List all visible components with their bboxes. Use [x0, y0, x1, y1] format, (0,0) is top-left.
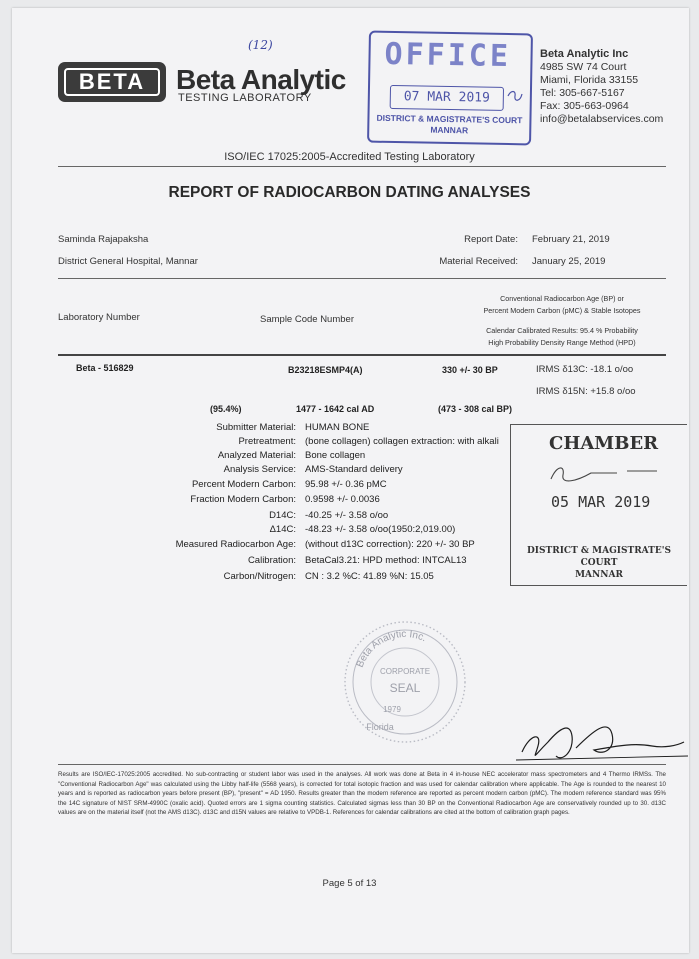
client-organization: District General Hospital, Mannar — [58, 256, 198, 267]
info-divider — [58, 278, 666, 279]
page-number: Page 5 of 13 — [322, 878, 377, 889]
seal-state: Florida — [366, 722, 394, 732]
col-lab-number: Laboratory Number — [58, 312, 140, 323]
detail-label: Δ14C: — [269, 524, 296, 535]
seal-outer-text: Beta Analytic Inc. — [354, 628, 428, 670]
chamber-stamp-word: CHAMBER — [549, 433, 659, 454]
irms-n15: IRMS δ15N: +15.8 o/oo — [536, 386, 636, 397]
header-divider — [58, 166, 666, 167]
chamber-stamp-date: 05 MAR 2019 — [551, 493, 651, 511]
chamber-stamp-court — [511, 545, 687, 581]
company-name: Beta Analytic — [176, 64, 346, 95]
signature — [512, 712, 690, 772]
detail-label: Analysis Service: — [223, 464, 296, 475]
detail-value: BetaCal3.21: HPD method: INTCAL13 — [305, 555, 467, 566]
company-address — [540, 48, 663, 126]
seal-year: 1979 — [383, 705, 401, 714]
report-date-label: Report Date: — [464, 234, 518, 245]
seal-inner-text-1: CORPORATE — [379, 667, 431, 676]
detail-value: HUMAN BONE — [305, 422, 370, 433]
col-sample-code: Sample Code Number — [260, 314, 354, 325]
chamber-court-line2: MANNAR — [575, 570, 623, 580]
footer-divider — [58, 764, 666, 765]
corporate-seal — [340, 612, 470, 752]
office-stamp-court — [371, 113, 527, 138]
detail-label: Submitter Material: — [216, 422, 296, 433]
detail-value: -48.23 +/- 3.58 o/oo(1950:2,019.00) — [305, 524, 456, 535]
detail-value: AMS-Standard delivery — [305, 464, 403, 475]
cal-bp-range: (473 - 308 cal BP) — [438, 404, 513, 414]
chamber-court-line1: DISTRICT & MAGISTRATE'S COURT — [527, 546, 671, 568]
office-initials-scribble-icon — [506, 88, 524, 104]
detail-value: -40.25 +/- 3.58 o/oo — [305, 510, 389, 521]
results-note-4: High Probability Density Range Method (HPD) — [488, 338, 636, 347]
chamber-signature-scribble-icon — [547, 461, 667, 489]
report-title: REPORT OF RADIOCARBON DATING ANALYSES — [168, 184, 531, 201]
address-fax: Fax: 305-663-0964 — [540, 100, 629, 112]
logo-text: BETA — [64, 68, 160, 96]
accreditation-line: ISO/IEC 17025:2005-Accredited Testing Laboratory — [224, 151, 475, 163]
detail-value: 95.98 +/- 0.36 pMC — [305, 479, 387, 490]
chamber-stamp — [510, 424, 687, 586]
handwritten-page-mark: (12) — [248, 38, 273, 52]
company-subtitle: TESTING LABORATORY — [178, 92, 312, 104]
address-email: info@betalabservices.com — [540, 113, 664, 125]
cal-ad-range: 1477 - 1642 cal AD — [296, 404, 375, 414]
detail-label: D14C: — [269, 510, 296, 521]
client-name: Saminda Rajapaksha — [58, 234, 149, 245]
detail-value: (without d13C correction): 220 +/- 30 BP — [305, 539, 475, 550]
sample-code: B23218ESMP4(A) — [288, 365, 363, 375]
detail-label: Measured Radiocarbon Age: — [175, 539, 296, 550]
office-stamp-word: OFFICE — [384, 36, 512, 75]
footer-disclaimer: Results are ISO/IEC-17025:2005 accredited. No sub-contracting or student labor was used in the analyses. All work was done at Beta in 4 in-house NEC accelerator mass spectrometers and 4 Thermo IRMSs. The "Conventional Radiocarbon Age" was calculated using the Libby half-life (5568 years), is corrected for total isotopic fraction and was used for calendar calibration where applicable. The Age is rounded to the nearest 10 years and is reported as radiocarbon years before present (BP), "present" = AD 1950. Results greater than the modern reference are reported as percent modern carbon (pMC). The modern reference standard was 95% the 14C signature of NIST SRM-4990C (oxalic acid). Quoted errors are 1 sigma counting statistics. Calculated sigmas less than 30 BP on the Conventional Radiocarbon Age are conservatively rounded up to 30. d13C values are on the material itself (not the AMS d13C). d13C and d15N values are relative to VPDB-1. References for calendar calibrations are cited at the bottom of calibration graph pages. — [58, 771, 666, 817]
results-note-3: Calendar Calibrated Results: 95.4 % Probability — [486, 326, 638, 335]
detail-label: Pretreatment: — [238, 436, 296, 447]
results-note-1: Conventional Radiocarbon Age (BP) or — [500, 294, 624, 303]
probability: (95.4%) — [210, 404, 242, 414]
detail-label: Analyzed Material: — [217, 450, 296, 461]
address-name: Beta Analytic Inc — [540, 48, 629, 60]
material-received-date: January 25, 2019 — [532, 256, 606, 267]
detail-value: 0.9598 +/- 0.0036 — [305, 494, 380, 505]
sample-age: 330 +/- 30 BP — [442, 365, 498, 375]
irms-c13: IRMS δ13C: -18.1 o/oo — [536, 364, 634, 375]
seal-inner-text-2: SEAL — [389, 681, 421, 695]
detail-value: (bone collagen) collagen extraction: with alkali — [305, 436, 499, 447]
detail-label: Carbon/Nitrogen: — [223, 571, 296, 582]
address-line2: Miami, Florida 33155 — [540, 74, 639, 86]
office-stamp-date: 07 MAR 2019 — [390, 85, 504, 111]
office-court-line2: MANNAR — [430, 124, 469, 136]
sample-lab-number: Beta - 516829 — [76, 363, 134, 373]
detail-value: Bone collagen — [305, 450, 366, 461]
detail-label: Percent Modern Carbon: — [191, 479, 296, 490]
address-line1: 4985 SW 74 Court — [540, 61, 627, 73]
detail-label: Fraction Modern Carbon: — [190, 494, 296, 505]
col-results-note — [462, 293, 662, 349]
beta-logo — [58, 62, 166, 102]
address-tel: Tel: 305-667-5167 — [540, 87, 625, 99]
material-received-label: Material Received: — [439, 256, 518, 267]
results-note-2: Percent Modern Carbon (pMC) & Stable Isotopes — [483, 306, 641, 315]
detail-label: Calibration: — [247, 555, 296, 566]
detail-value: CN : 3.2 %C: 41.89 %N: 15.05 — [305, 571, 434, 582]
table-header-divider — [58, 354, 666, 356]
report-date: February 21, 2019 — [532, 234, 610, 245]
office-court-line1: DISTRICT & MAGISTRATE'S COURT — [376, 112, 523, 126]
